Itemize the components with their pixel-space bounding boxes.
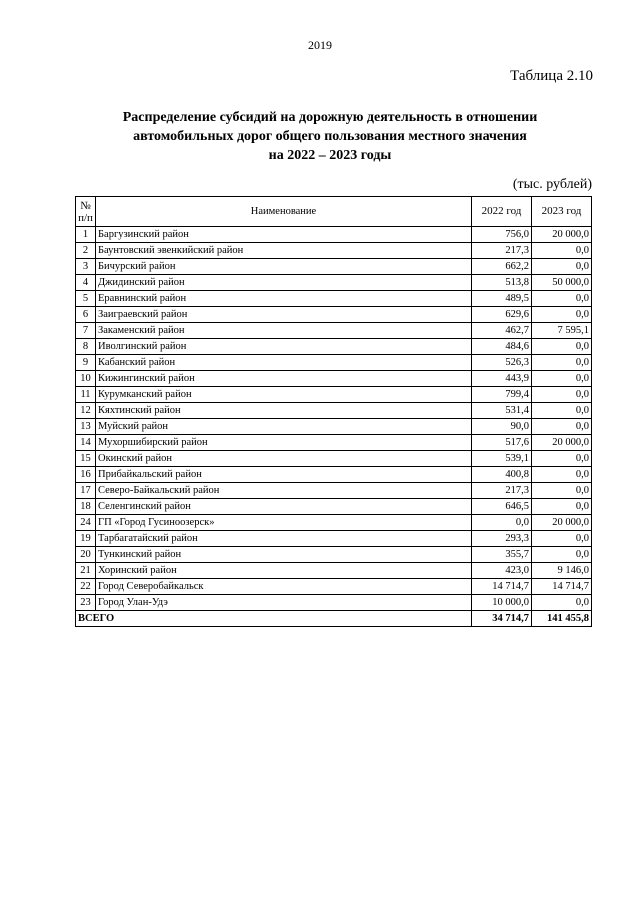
row-2023: 0,0 [532, 547, 592, 563]
table-row [76, 387, 592, 403]
header-num-line2: п/п [78, 211, 93, 224]
row-name: Еравнинский район [96, 291, 472, 307]
table-row [76, 499, 592, 515]
row-num: 14 [76, 435, 96, 451]
table-row [76, 435, 592, 451]
row-2023: 0,0 [532, 307, 592, 323]
row-num: 24 [76, 515, 96, 531]
header-num-line1: № [80, 199, 91, 212]
row-2022: 293,3 [472, 531, 532, 547]
row-2022: 10 000,0 [472, 595, 532, 611]
row-2023: 0,0 [532, 451, 592, 467]
row-name: Селенгинский район [96, 499, 472, 515]
row-2022: 443,9 [472, 371, 532, 387]
row-num: 4 [76, 275, 96, 291]
row-num: 13 [76, 419, 96, 435]
table-row [76, 275, 592, 291]
row-2022: 517,6 [472, 435, 532, 451]
row-name: Тункинский район [96, 547, 472, 563]
row-2022: 489,5 [472, 291, 532, 307]
row-2023: 7 595,1 [532, 323, 592, 339]
table-body [76, 227, 592, 627]
row-name: ГП «Город Гусиноозерск» [96, 515, 472, 531]
title-line-1: Распределение субсидий на дорожную деятельность в отношении [122, 110, 538, 125]
row-name: Баргузинский район [96, 227, 472, 243]
table-row [76, 467, 592, 483]
total-label: ВСЕГО [76, 611, 472, 627]
table-row [76, 563, 592, 579]
subsidies-table [75, 196, 592, 627]
row-2022: 462,7 [472, 323, 532, 339]
table-header-row [76, 197, 592, 227]
row-name: Кяхтинский район [96, 403, 472, 419]
row-num: 18 [76, 499, 96, 515]
row-num: 1 [76, 227, 96, 243]
table-row [76, 323, 592, 339]
row-num: 5 [76, 291, 96, 307]
header-name: Наименование [96, 197, 472, 227]
row-2022: 90,0 [472, 419, 532, 435]
row-2023: 0,0 [532, 371, 592, 387]
row-name: Кижингинский район [96, 371, 472, 387]
row-2023: 20 000,0 [532, 515, 592, 531]
row-2022: 423,0 [472, 563, 532, 579]
row-num: 10 [76, 371, 96, 387]
row-2023: 0,0 [532, 243, 592, 259]
row-2022: 531,4 [472, 403, 532, 419]
page-number: 2019 [308, 38, 332, 52]
row-2023: 0,0 [532, 483, 592, 499]
row-2023: 9 146,0 [532, 563, 592, 579]
total-2022: 34 714,7 [472, 611, 532, 627]
document-title [60, 108, 600, 165]
table-row [76, 307, 592, 323]
row-num: 21 [76, 563, 96, 579]
row-2023: 0,0 [532, 355, 592, 371]
row-name: Баунтовский эвенкийский район [96, 243, 472, 259]
table-row [76, 515, 592, 531]
row-name: Закаменский район [96, 323, 472, 339]
table-row [76, 339, 592, 355]
row-name: Северо-Байкальский район [96, 483, 472, 499]
row-num: 8 [76, 339, 96, 355]
row-name: Джидинский район [96, 275, 472, 291]
row-2022: 646,5 [472, 499, 532, 515]
row-name: Мухоршибирский район [96, 435, 472, 451]
row-name: Окинский район [96, 451, 472, 467]
row-num: 9 [76, 355, 96, 371]
table-row [76, 243, 592, 259]
row-name: Хоринский район [96, 563, 472, 579]
row-2023: 14 714,7 [532, 579, 592, 595]
total-2023: 141 455,8 [532, 611, 592, 627]
row-2022: 217,3 [472, 243, 532, 259]
units-label: (тыс. рублей) [512, 177, 592, 192]
row-2023: 20 000,0 [532, 227, 592, 243]
row-num: 17 [76, 483, 96, 499]
row-2023: 0,0 [532, 387, 592, 403]
table-row [76, 227, 592, 243]
row-2022: 217,3 [472, 483, 532, 499]
row-name: Тарбагатайский район [96, 531, 472, 547]
row-2022: 355,7 [472, 547, 532, 563]
row-2022: 662,2 [472, 259, 532, 275]
row-2022: 539,1 [472, 451, 532, 467]
table-row [76, 531, 592, 547]
row-name: Бичурский район [96, 259, 472, 275]
row-2023: 0,0 [532, 339, 592, 355]
table-row [76, 259, 592, 275]
row-num: 15 [76, 451, 96, 467]
row-2022: 14 714,7 [472, 579, 532, 595]
header-2023: 2023 год [532, 197, 592, 227]
row-num: 6 [76, 307, 96, 323]
row-2022: 526,3 [472, 355, 532, 371]
row-num: 11 [76, 387, 96, 403]
header-2022: 2022 год [472, 197, 532, 227]
table-row [76, 579, 592, 595]
total-row [76, 611, 592, 627]
table-row [76, 595, 592, 611]
row-name: Город Северобайкальск [96, 579, 472, 595]
row-num: 23 [76, 595, 96, 611]
row-2023: 0,0 [532, 419, 592, 435]
row-num: 16 [76, 467, 96, 483]
table-row [76, 419, 592, 435]
row-2023: 0,0 [532, 291, 592, 307]
row-2023: 0,0 [532, 499, 592, 515]
row-name: Курумканский район [96, 387, 472, 403]
table-row [76, 403, 592, 419]
row-num: 7 [76, 323, 96, 339]
row-num: 19 [76, 531, 96, 547]
row-2023: 0,0 [532, 531, 592, 547]
row-name: Иволгинский район [96, 339, 472, 355]
row-2023: 0,0 [532, 259, 592, 275]
title-line-3: на 2022 – 2023 годы [268, 148, 392, 163]
table-row [76, 371, 592, 387]
row-num: 3 [76, 259, 96, 275]
row-name: Заиграевский район [96, 307, 472, 323]
row-name: Прибайкальский район [96, 467, 472, 483]
row-num: 20 [76, 547, 96, 563]
table-row [76, 547, 592, 563]
row-2022: 799,4 [472, 387, 532, 403]
row-num: 12 [76, 403, 96, 419]
row-name: Город Улан-Удэ [96, 595, 472, 611]
row-2022: 513,8 [472, 275, 532, 291]
row-2023: 20 000,0 [532, 435, 592, 451]
header-num [76, 197, 96, 227]
row-2022: 400,8 [472, 467, 532, 483]
table-row [76, 291, 592, 307]
row-2022: 484,6 [472, 339, 532, 355]
row-2022: 629,6 [472, 307, 532, 323]
row-2022: 756,0 [472, 227, 532, 243]
row-num: 2 [76, 243, 96, 259]
row-name: Кабанский район [96, 355, 472, 371]
row-2023: 0,0 [532, 403, 592, 419]
row-2022: 0,0 [472, 515, 532, 531]
row-num: 22 [76, 579, 96, 595]
table-row [76, 483, 592, 499]
row-2023: 0,0 [532, 595, 592, 611]
title-line-2: автомобильных дорог общего пользования местного значения [133, 129, 527, 144]
row-name: Муйский район [96, 419, 472, 435]
table-row [76, 451, 592, 467]
row-2023: 50 000,0 [532, 275, 592, 291]
table-label: Таблица 2.10 [510, 68, 593, 84]
row-2023: 0,0 [532, 467, 592, 483]
table-row [76, 355, 592, 371]
